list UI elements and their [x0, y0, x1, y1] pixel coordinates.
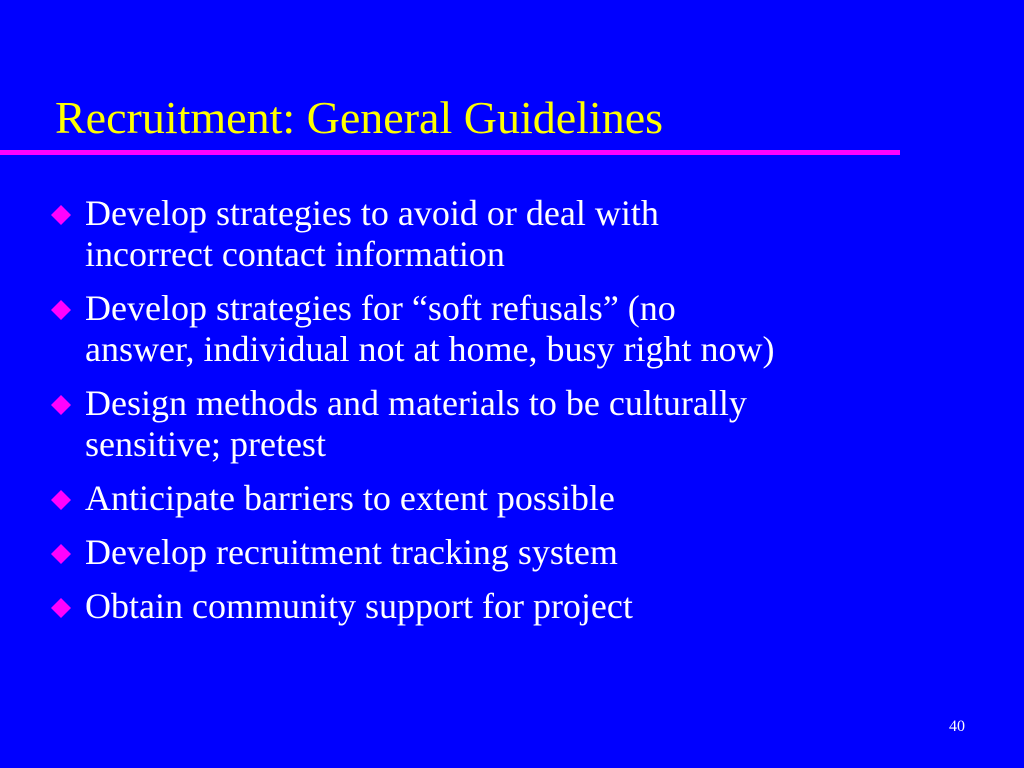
bullet-text: Design methods and materials to be culturally: [85, 383, 747, 423]
diamond-icon: [51, 205, 71, 225]
bullet-text: Anticipate barriers to extent possible: [85, 478, 615, 518]
bullet-text: Develop strategies for “soft refusals” (no: [85, 288, 676, 328]
title-underline: [0, 150, 900, 155]
diamond-icon: [51, 490, 71, 510]
bullet-item: [0, 383, 985, 465]
bullet-text-continued: incorrect contact information: [85, 234, 505, 274]
bullet-text: Develop strategies to avoid or deal with: [85, 193, 659, 233]
diamond-icon: [51, 598, 71, 618]
page-number: 40: [949, 718, 965, 735]
slide-title: Recruitment: General Guidelines: [55, 92, 664, 143]
diamond-icon: [51, 544, 71, 564]
diamond-icon: [51, 300, 71, 320]
bullet-text-continued: answer, individual not at home, busy right now): [85, 329, 775, 369]
bullet-item: [0, 478, 985, 519]
diamond-icon: [51, 395, 71, 415]
bullet-text: Obtain community support for project: [85, 586, 633, 626]
bullet-text: Develop recruitment tracking system: [85, 532, 618, 572]
bullet-item: [0, 532, 985, 573]
bullet-text-continued: sensitive; pretest: [85, 424, 326, 464]
bullet-item: [0, 288, 985, 370]
bullet-list: [0, 193, 985, 640]
bullet-item: [0, 586, 985, 627]
bullet-item: [0, 193, 985, 275]
